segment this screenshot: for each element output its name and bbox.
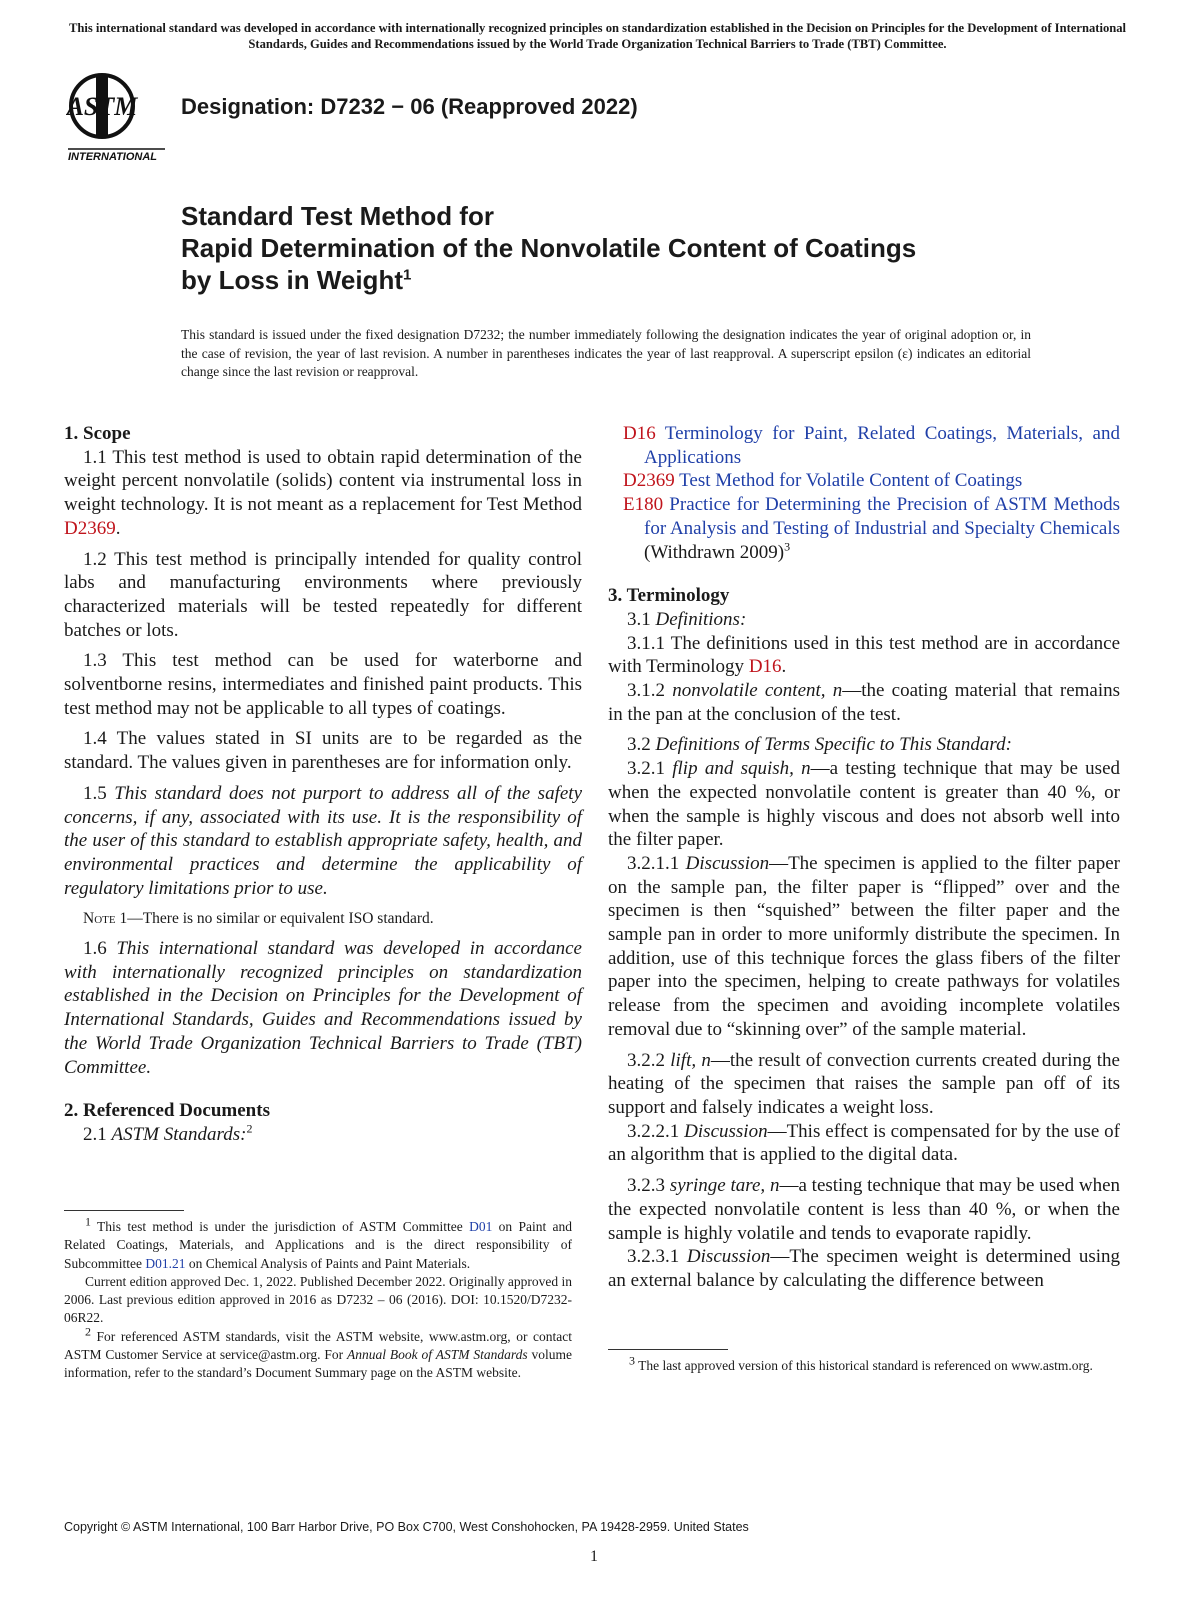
header-notice: This international standard was developed in accordance with internationally recognized principles on standardization established in the Decision on Principles for the Development of International Standards, Guides and Recommendations issued by the World Trade Organization Technical Barriers to Trade (TBT) Committee. <box>68 21 1127 51</box>
title-line-2: Rapid Determination of the Nonvolatile Content of Coatings <box>181 233 917 263</box>
para-1-3: 1.3 This test method can be used for waterborne and solventborne resins, intermediates and finished paint products. This test method may not be applicable to all types of coatings. <box>64 650 582 719</box>
para-3-2-3: 3.2.3 syringe tare, n—a testing technique that may be used when the expected nonvolatile content is less than 40 %, or when the sample is highly volatile and tends to evaporate rapidly. <box>608 1175 1121 1244</box>
title-line-3: by Loss in Weight <box>181 265 403 295</box>
para-3-1-1: 3.1.1 The definitions used in this test method are in accordance with Terminology D16. <box>608 632 1120 678</box>
para-1-5: 1.5 This standard does not purport to address all of the safety concerns, if any, associated with its use. It is the responsibility of the user of this standard to establish appropriate safety, health, and environmental practices and determine the applicability of regulatory limitations prior to use. <box>64 782 582 899</box>
footnotes-left <box>64 1214 573 1383</box>
para-1-4: 1.4 The values stated in SI units are to be regarded as the standard. The values given in parentheses are for information only. <box>64 728 582 774</box>
issue-note: This standard is issued under the fixed designation D7232; the number immediately following the designation indicates the year of original adoption or, in the case of revision, the year of last revision. A number in parentheses indicates the year of last reapproval. A superscript epsilon (ε) indicates an editorial change since the last revision or reapproval. <box>181 327 1031 379</box>
link-d16[interactable]: D16 <box>748 656 782 678</box>
astm-logo <box>66 70 171 165</box>
footnote-1-edition: Current edition approved Dec. 1, 2022. Published December 2022. Originally approved in 2006. Last previous edition approved in 2016 as D7232 – 06 (2016). DOI: 10.1520/D7232-06R22. <box>64 1273 573 1326</box>
section-2-heading: 2. Referenced Documents <box>64 1100 270 1122</box>
footnote-2: $^2$ For referenced ASTM standards, visit the ASTM website, www.astm.org, or contact ASTM Customer Service at service@astm.org. For Annual Book of ASTM Standards volume information, refer to the standard’s Document Summary page on the ASTM website. <box>64 1324 572 1381</box>
link-d01[interactable]: D01 <box>469 1219 493 1234</box>
ref-e180: E180 Practice for Determining the Precision of ASTM Methods for Analysis and Testing of Industrial and Specialty Chemicals (Withdrawn 2009)$^3$ <box>623 494 1120 563</box>
para-3-1: 3.1 Definitions: <box>627 608 747 630</box>
left-column <box>64 422 582 1154</box>
ref-d2369: D2369 Test Method for Volatile Content of Coatings <box>623 470 1023 492</box>
page-number: 1 <box>590 1548 598 1565</box>
para-3-1-2: 3.1.2 nonvolatile content, n—the coating material that remains in the pan at the conclusion of the test. <box>608 680 1121 725</box>
designation: Designation: D7232 − 06 (Reapproved 2022) <box>181 94 638 119</box>
para-3-2-3-1: 3.2.3.1 Discussion—The specimen weight is determined using an external balance by calculating the difference between <box>608 1246 1120 1291</box>
link-ref-e180[interactable]: E180 <box>623 494 664 516</box>
para-3-2-2-1: 3.2.2.1 Discussion—This effect is compensated for by the use of an algorithm that is applied to the digital data. <box>608 1120 1120 1166</box>
para-1-2: 1.2 This test method is principally intended for quality control labs and manufacturing environments where previously characterized materials will be tested repeatedly for different batches or lots. <box>64 548 582 641</box>
logo-subtext: INTERNATIONAL <box>68 151 158 163</box>
para-3-2-2: 3.2.2 lift, n—the result of convection currents created during the heating of the specimen that raises the sample pan off of its support and falsely indicates a weight loss. <box>608 1049 1120 1118</box>
link-ref-d16[interactable]: D16 <box>623 423 656 444</box>
footnote-rule-left <box>64 1210 184 1211</box>
note-1: Note 1—There is no similar or equivalent ISO standard. <box>83 910 434 928</box>
astm-logo-icon <box>66 70 171 165</box>
logo-text: ASTM <box>66 92 138 121</box>
para-1-1: 1.1 This test method is used to obtain rapid determination of the weight percent nonvolatile (solids) content via instrumental loss in weight technology. It is not meant as a replacement for Test Method D2369. <box>64 446 582 539</box>
para-3-2-1-1: 3.2.1.1 Discussion—The specimen is applied to the filter paper on the sample pan, the filter paper is “flipped” over and the specimen is then “squished” between the filter paper and the sample pan in order to more uniformly distribute the specimen. In addition, use of this technique forces the glass fibers of the filter paper into the specimen, helping to create pathways for volatiles release from the specimen and avoiding incomplete volatiles removal due to “skinning over” of the sample material. <box>608 852 1120 1040</box>
para-3-2-1: 3.2.1 flip and squish, n—a testing technique that may be used when the expected nonvolatile content is greater than 40 %, or when the sample is highly viscous and does not absorb well into the filter paper. <box>608 758 1121 851</box>
copyright: Copyright © ASTM International, 100 Barr Harbor Drive, PO Box C700, West Conshohocken, PA 19428-2959. United States <box>64 1520 749 1534</box>
footnote-3: $^3$ The last approved version of this historical standard is referenced on www.astm.org. <box>629 1353 1093 1373</box>
para-2-1: 2.1 ASTM Standards:$^2$ <box>83 1121 253 1145</box>
ref-d16: D16 Terminology for Paint, Related Coatings, Materials, and Applications <box>623 423 1120 468</box>
title-line-1: Standard Test Method for <box>181 201 494 231</box>
title-footnote-ref[interactable]: 1 <box>402 266 412 284</box>
footnotes-right <box>608 1353 1120 1375</box>
para-1-6: 1.6 This international standard was developed in accordance with internationally recognized principles on standardization established in the Decision on Principles for the Development of International Standards, Guides and Recommendations issued by the World Trade Organization Technical Barriers to Trade (TBT) Committee. <box>64 938 582 1078</box>
link-d01-21[interactable]: D01.21 <box>145 1255 186 1271</box>
footnote-1: $^1$ This test method is under the jurisdiction of ASTM Committee D01 on Paint and Related Coatings, Materials, and Applications and is the direct responsibility of Subcommittee D01.21 on Chemical Analysis of Paints and Paint Materials. <box>64 1214 573 1271</box>
section-1-heading: 1. Scope <box>64 423 131 444</box>
page-title <box>181 200 1081 296</box>
link-ref-d2369[interactable]: D2369 <box>623 470 675 492</box>
para-3-2: 3.2 Definitions of Terms Specific to This Standard: <box>627 734 1012 756</box>
right-column <box>608 422 1120 1300</box>
footnote-rule-right <box>608 1349 728 1350</box>
link-d2369[interactable]: D2369 <box>64 517 116 539</box>
section-3-heading: 3. Terminology <box>608 585 730 607</box>
